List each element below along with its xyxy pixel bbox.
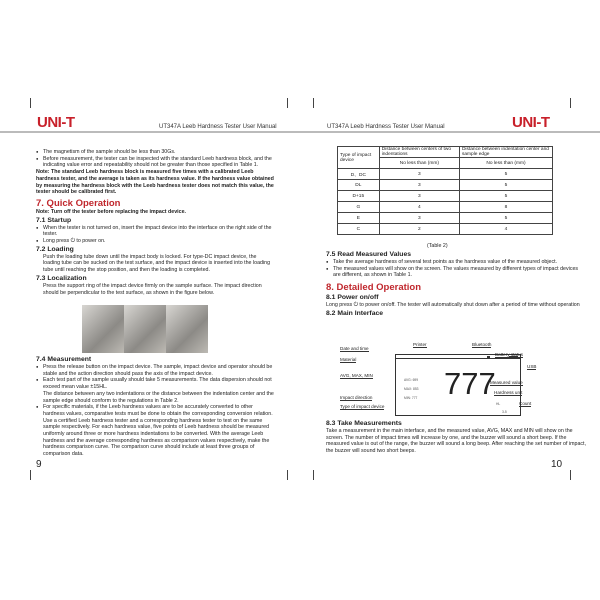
note: Note: The standard Leeb hardness block is measured five times with a calibrated Leeb hardness tester, and the average is taken as its hardness value. If the hardness value obtained by measuring the hardness block with the Leeb hardness tester does not match this value, the tester should be calibrated first. [36,169,274,196]
subsection-heading: 8.2 Main Interface [326,309,384,317]
crop-mark [30,470,31,480]
manual-title: UT347A Leeb Hardness Tester User Manual [327,124,445,130]
header-rule [0,131,300,133]
crop-mark [30,98,31,108]
bullet: ● The magnetism of the sample should be less than 30Gs. [36,149,274,156]
page-number: 9 [36,459,42,470]
label-material: Material [340,357,357,362]
subsection-heading: 7.4 Measurement [36,356,92,363]
avg-value: 699 [412,378,419,382]
printer-icon [487,356,490,359]
table-row: G 4 8 [338,202,553,213]
label-hardness-unit: Hardness unit [494,390,523,395]
table-subheader: No less than (mm) [379,158,459,169]
table-row: D、DC 3 5 [338,169,553,180]
left-page [36,149,274,296]
subsection-heading: 7.1 Startup [36,216,72,224]
header-rule [300,131,600,133]
min-value: 777 [411,396,418,400]
bullet: ● Each test part of the sample usually should take 5 measurements. The data dispersion should not exceed mean value ±15HL. [36,377,274,390]
label-measured-value: Measured value [490,380,523,385]
brand-logo: UNI-T [512,114,550,131]
label-impact-direction: Impact direction [340,395,373,400]
photo-localization-3 [166,305,208,353]
manual-title: UT347A Leeb Hardness Tester User Manual [159,124,277,130]
table-header: Distance between indentation center and sample edge [459,147,552,158]
bullet: ● For specific materials, if the Leeb hardness values are to be accurately converted to other hardness values, comparative tests must be done to obtain the corresponding conversion relation. Use a certified Leeb hardness tester and a corresponding hardness tester to test on the same sample respectively. For each hardness value, five points of Leeb hardness should be measured uniformly around three or more hardness indentations to be converted. With the average Leeb hardness and the average corresponding hardness as comparison values respectively, make the hardness comparison curve. The comparison curve should include at least three groups of comparison data. [36,404,274,458]
table-row: DL 3 5 [338,180,553,191]
page-number: 10 [551,459,563,470]
subsection-heading: 8.1 Power on/off [326,294,379,302]
left-page-lower [36,355,274,458]
paragraph: Push the loading tube down until the impact body is locked. For type-DC impact device, the loading tube can be sucked on the test surface, and the impact device is inserted into the loading tube until reaching the stop position, and then the loading is completed. [43,253,271,274]
section-heading: 7. Quick Operation [36,197,121,209]
crop-mark [313,470,314,480]
paragraph: The distance between any two indentations or the distance between the indentation center and the sample edge should conform to the regulations in Table 2. [43,390,274,404]
hardness-unit: HL [496,402,501,406]
subsection-heading: 7.3 Localization [36,274,87,282]
table-header: Distance between centers of two indentations [379,147,459,158]
bullet: ● When the tester is not turned on, insert the impact device into the interface on the right side of the tester. [36,225,274,238]
table-row: C 2 4 [338,224,553,235]
table-subheader: No less than (mm) [459,158,552,169]
crop-mark [313,98,314,108]
measured-value: 777 [444,366,496,401]
label-avg-max-min: AVG, MAX, MIN [340,373,373,378]
paragraph: Long press ⏻ to power on/off. The tester will automatically shut down after a period of time without operation [326,302,580,309]
device-screen: AVG: 699 MAX: 853 MIN: 777 777 HL 3-5 [395,354,521,416]
right-page [326,250,584,318]
photo-localization-1 [82,305,124,353]
paragraph: Take a measurement in the main interface, and the measured value, AVG, MAX and MIN will show on the screen. The number of impact times will increase by one, and the buzzer will sound a short beep. If the measured value is out of the range, the buzzer will sound a long beep. After reaching the set number of impact, the buzzer will sound two short beeps. [326,428,586,455]
crop-mark [287,470,288,480]
subsection-heading: 7.2 Loading [36,245,74,253]
table-caption: (Table 2) [427,243,448,249]
paragraph: Press the support ring of the impact device firmly on the sample surface. The impact direction should be perpendicular to the test surface, as shown in the figure below. [43,282,262,296]
brand-logo: UNI-T [37,114,75,131]
label-count: Count [519,401,532,406]
bullet: ● Long press ⏻ to power on. [36,238,274,245]
subsection-heading: 8.3 Take Measurements [326,420,402,427]
distance-table [337,146,553,235]
max-value: 853 [412,387,419,391]
crop-mark [287,98,288,108]
section-heading: 8. Detailed Operation [326,282,422,294]
subsection-heading: 7.5 Read Measured Values [326,251,412,258]
label-usb: USB [527,364,537,369]
crop-mark [570,98,571,108]
bullet: ● Before measurement, the tester can be inspected with the standard Leeb hardness block, and the indicating value error and repeatability should not be greater than those specified in Table 1. [36,156,274,169]
table-header: Type of impact device [338,147,380,169]
bullet: ● The measured values will show on the screen. The values measured by different types of impact devices are different, as shown in Table 1. [326,266,584,279]
label-bluetooth: Bluetooth [472,342,492,347]
note: Note: Turn off the tester before replacing the impact device. [36,208,187,215]
label-battery-status: Battery status [495,352,524,357]
right-page-lower [326,419,588,455]
photo-localization-2 [124,305,166,353]
table-row: E 3 5 [338,213,553,224]
count-value: 3-5 [502,410,507,414]
label-impact-device-type: Type of impact device [340,404,385,409]
bullet: ● Take the average hardness of several test points as the hardness value of the measured object. [326,259,584,266]
crop-mark [570,470,571,480]
label-printer: Printer [413,342,427,347]
bullet: ● Press the release button on the impact device. The sample, impact device and operator should be stable and the action direction should pass the axis of the impact device. [36,364,274,377]
label-date-time: Date and time [340,346,369,351]
table-row: D+15 3 5 [338,191,553,202]
